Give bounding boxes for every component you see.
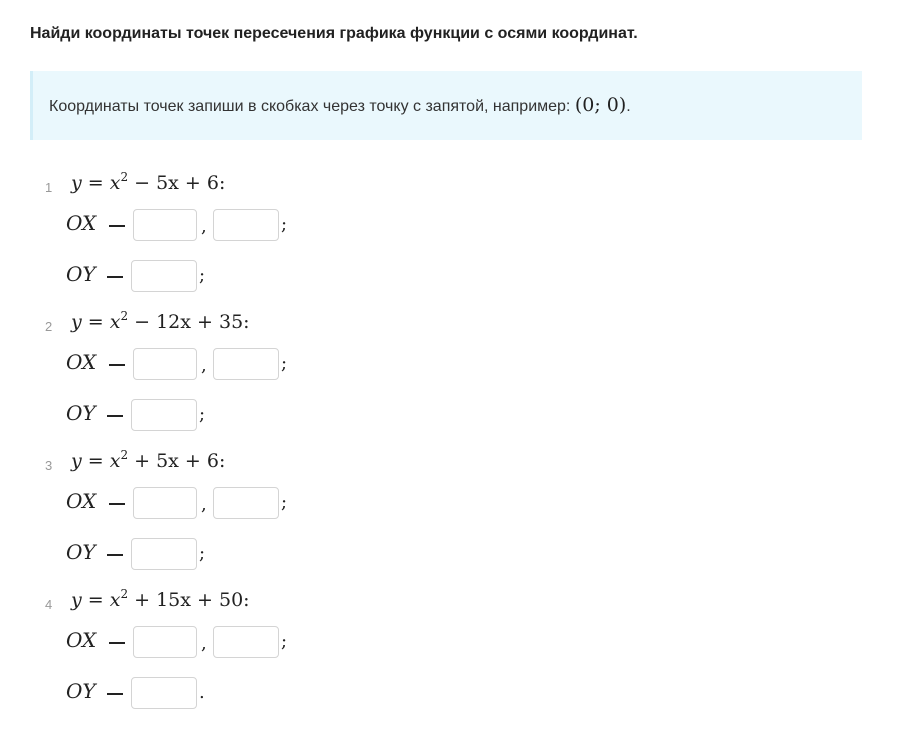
semicolon: ;	[281, 214, 288, 235]
task-title: Найди координаты точек пересечения графика функции с осями координат.	[30, 25, 638, 42]
task-3	[0, 450, 901, 589]
oy-label: OY	[66, 262, 96, 286]
hint-box	[30, 71, 862, 140]
oy-label: OY	[66, 540, 96, 564]
oy-point-input[interactable]	[131, 260, 197, 292]
formula-prefix: y = x	[71, 172, 121, 194]
comma: ,	[201, 633, 207, 654]
oy-end-punct: ;	[199, 265, 206, 286]
task-number: 1	[45, 180, 53, 195]
task-2	[0, 311, 901, 450]
formula-power: 2	[120, 309, 129, 323]
oy-dash	[107, 276, 123, 278]
formula-power: 2	[120, 448, 129, 462]
ox-point-2-input[interactable]	[213, 626, 279, 658]
ox-point-2-input[interactable]	[213, 487, 279, 519]
formula-prefix: y = x	[71, 311, 121, 333]
ox-point-1-input[interactable]	[133, 348, 197, 380]
ox-dash	[109, 364, 125, 366]
comma: ,	[201, 355, 207, 376]
task-formula	[71, 311, 250, 333]
ox-point-1-input[interactable]	[133, 626, 197, 658]
hint-text	[49, 94, 631, 116]
oy-point-input[interactable]	[131, 399, 197, 431]
ox-label: OX	[66, 211, 97, 235]
ox-label: OX	[66, 350, 97, 374]
comma: ,	[201, 216, 207, 237]
ox-point-2-input[interactable]	[213, 348, 279, 380]
task-4	[0, 589, 901, 728]
ox-label: OX	[66, 628, 97, 652]
formula-prefix: y = x	[71, 450, 121, 472]
semicolon: ;	[281, 353, 288, 374]
task-number: 2	[45, 319, 53, 334]
ox-label: OX	[66, 489, 97, 513]
oy-end-punct: .	[199, 682, 205, 703]
oy-end-punct: ;	[199, 543, 206, 564]
hint-example: (0; 0)	[574, 94, 627, 116]
oy-end-punct: ;	[199, 404, 206, 425]
oy-dash	[107, 693, 123, 695]
comma: ,	[201, 494, 207, 515]
oy-label: OY	[66, 679, 96, 703]
task-number: 4	[45, 597, 53, 612]
ox-point-1-input[interactable]	[133, 487, 197, 519]
formula-prefix: y = x	[71, 589, 121, 611]
oy-point-input[interactable]	[131, 677, 197, 709]
ox-dash	[109, 225, 125, 227]
ox-dash	[109, 503, 125, 505]
formula-power: 2	[120, 170, 129, 184]
ox-point-1-input[interactable]	[133, 209, 197, 241]
task-formula	[71, 450, 225, 472]
formula-rest: + 15x + 50:	[128, 589, 250, 611]
oy-dash	[107, 415, 123, 417]
task-formula	[71, 172, 225, 194]
ox-dash	[109, 642, 125, 644]
formula-power: 2	[120, 587, 129, 601]
oy-label: OY	[66, 401, 96, 425]
formula-rest: + 5x + 6:	[128, 450, 226, 472]
ox-point-2-input[interactable]	[213, 209, 279, 241]
semicolon: ;	[281, 492, 288, 513]
hint-text-end: .	[626, 98, 631, 115]
task-number: 3	[45, 458, 53, 473]
hint-text-main: Координаты точек запиши в скобках через точку с запятой, например:	[49, 98, 575, 115]
task-formula	[71, 589, 250, 611]
formula-rest: − 5x + 6:	[128, 172, 226, 194]
formula-rest: − 12x + 35:	[128, 311, 250, 333]
oy-point-input[interactable]	[131, 538, 197, 570]
semicolon: ;	[281, 631, 288, 652]
oy-dash	[107, 554, 123, 556]
task-1	[0, 172, 901, 311]
